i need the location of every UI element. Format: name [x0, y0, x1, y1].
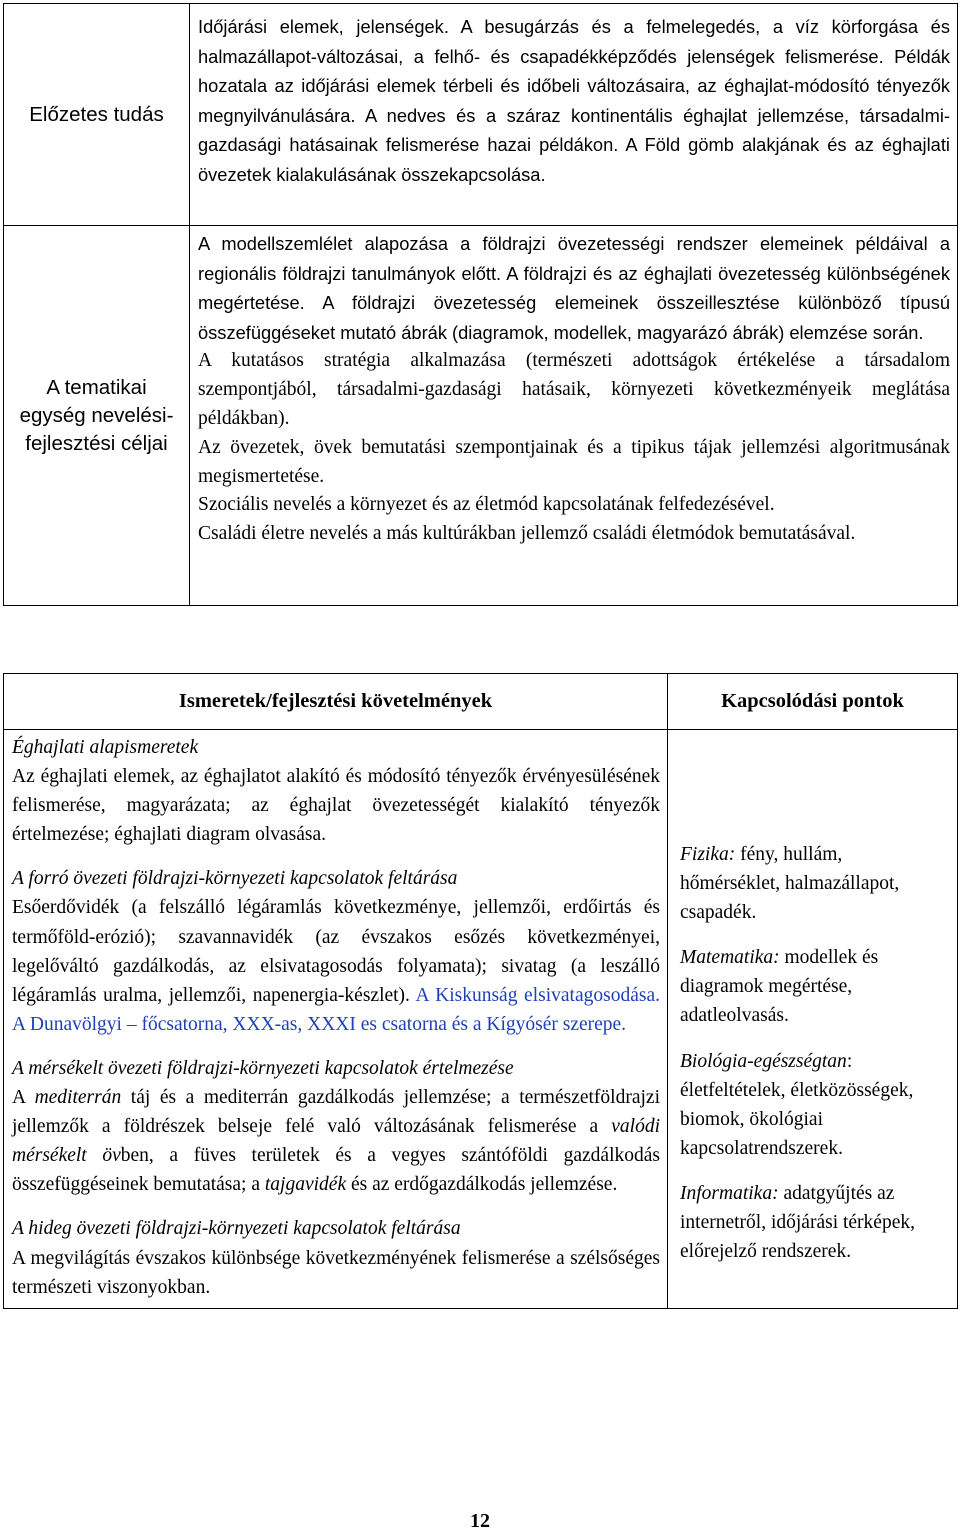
info-table — [3, 3, 958, 606]
subject-name: Fizika: — [680, 844, 736, 865]
goals-paragraph: A modellszemlélet alapozása a földrajzi övezetességi rendszer elemeinek példáival a regionális földrajzi tanulmányok előtt. A földrajzi és az éghajlati övezetesség különbségének megértetése. A földrajzi övezetesség elemeinek összeillesztése különböző típusú összefüggéseket mutató ábrák (diagramok, modellek, magyarázó ábrák) elemzése során. — [198, 233, 950, 343]
goals-label-line: A tematikai — [46, 375, 147, 399]
prior-knowledge-text — [190, 4, 958, 226]
prior-knowledge-paragraph: Időjárási elemek, jelenségek. A besugárzás és a felmelegedés, a víz körforgása és halmazállapot-változásai, a felhő- és csapadékképződés jelenségek felismerése. Példák hozatala az időjárási elemek térbeli és időbeli változásaira, az éghajlat-módosító tényezők megnyilvánulására. A nedves és a száraz kontinentális éghajlat jellemzése, társadalmi-gazdasági hatásainak felismerése hazai példákon. A Föld gömb alakjának és az éghajlati övezetek kialakulásának összekapcsolása. — [198, 16, 950, 185]
connection-biology — [680, 1047, 947, 1163]
connections-cell — [668, 730, 958, 1309]
requirements-table — [3, 673, 958, 1309]
text-run: és az erdőgazdálkodás jellemzése. — [346, 1174, 618, 1196]
block-title: Éghajlati alapismeretek — [12, 737, 199, 758]
subject-text: adatgyűjtés az internetről, időjárási térképek, előrejelző rendszerek. — [680, 1182, 915, 1263]
connection-physics — [680, 840, 947, 927]
block-text: A megvilágítás évszakos különbsége következményének felismerése a szélsőséges természeti viszonyokban. — [12, 1247, 660, 1298]
block-text — [12, 1083, 660, 1199]
goals-paragraph: A kutatásos stratégia alkalmazása (természeti adottságok értékelése a társadalom szempontjából, társadalmi-gazdasági hatásaik, környezeti következményeik meglátása példákban). — [198, 350, 950, 429]
block-text — [12, 893, 660, 1038]
italic-run: tajgavidék — [264, 1174, 347, 1196]
subject-name: Biológia-egészségtan — [680, 1050, 847, 1072]
temperate-zone-block — [12, 1054, 660, 1199]
prior-knowledge-label: Előzetes tudás — [4, 4, 190, 226]
cold-zone-block — [12, 1214, 660, 1301]
subject-text: fény, hullám, hőmérséklet, halmazállapot, csapadék. — [680, 844, 900, 924]
goals-label — [4, 226, 190, 606]
text-run: táj és a mediterrán gazdálkodás jellemzése; a természetföldrajzi jellemzők a földrészek belseje felé való változásának felismerése a — [12, 1087, 660, 1138]
goals-paragraph: Szociális nevelés a környezet és az életmód kapcsolatának felfedezésével. — [198, 494, 775, 516]
page-number: 12 — [470, 1510, 490, 1532]
content-row — [4, 730, 958, 1309]
italic-run: valódi mérsékelt öv — [12, 1116, 660, 1167]
block-text: Az éghajlati elemek, az éghajlatot alakító és módosító tényezők érvényesülésének felismerése, magyarázata; az éghajlat övezetességét kialakító tényezők értelmezése; éghajlati diagram olvasása. — [12, 766, 660, 846]
climate-basics-block — [12, 733, 660, 849]
goals-paragraph: Családi életre nevelés a más kultúrákban jellemző családi életmódok bemutatásával. — [198, 523, 856, 545]
goals-paragraph: Az övezetek, övek bemutatási szempontjainak és a tipikus tájak jellemzési algoritmusának megismertetése. — [198, 436, 950, 487]
subject-name: Informatika: — [680, 1182, 779, 1204]
goals-text — [190, 226, 958, 606]
connection-math — [680, 943, 947, 1030]
block-title: A forró övezeti földrajzi-környezeti kapcsolatok feltárása — [12, 868, 458, 890]
subject-text: : életfeltételek, életközösségek, biomok, ökológiai kapcsolatrendszerek. — [680, 1050, 914, 1159]
connection-informatics — [680, 1179, 947, 1266]
text-run: ben, a füves területek és a vegyes szántóföldi gazdálkodás összefüggéseinek bemutatása; a — [12, 1145, 660, 1196]
subject-name: Matematika: — [680, 947, 780, 969]
header-connections: Kapcsolódási pontok — [668, 674, 958, 730]
block-text-blue: A Kiskunság elsivatagosodása. A Dunavölgyi – főcsatorna, XXX-as, XXXI es csatorna és a Kígyósér szerepe. — [12, 984, 660, 1035]
subject-text: modellek és diagramok megértése, adatleolvasás. — [680, 947, 879, 1027]
goals-row — [4, 226, 958, 606]
block-text-main: Esőerdővidék (a felszálló légáramlás következménye, jellemzői, erdőirtás és termőföld-erózió); szavannavidék (az évszakos esőzés következményei, legelőváltó gazdálkodás, az elsivatagosodás folyamata); sivatag (a leszálló légáramlás uralma, jellemzői, napenergia-készlet). — [12, 897, 660, 1006]
header-requirements: Ismeretek/fejlesztési követelmények — [4, 674, 668, 730]
text-run: A — [12, 1087, 35, 1109]
requirements-cell — [4, 730, 668, 1309]
italic-run: mediterrán — [34, 1087, 122, 1109]
goals-label-line: fejlesztési céljai — [25, 431, 168, 455]
header-row — [4, 674, 958, 730]
hot-zone-block — [12, 864, 660, 1039]
block-title: A mérsékelt övezeti földrajzi-környezeti kapcsolatok értelmezése — [12, 1057, 514, 1079]
block-title: A hideg övezeti földrajzi-környezeti kapcsolatok feltárása — [12, 1218, 461, 1240]
prior-knowledge-row — [4, 4, 958, 226]
goals-label-line: egység nevelési- — [19, 403, 174, 427]
